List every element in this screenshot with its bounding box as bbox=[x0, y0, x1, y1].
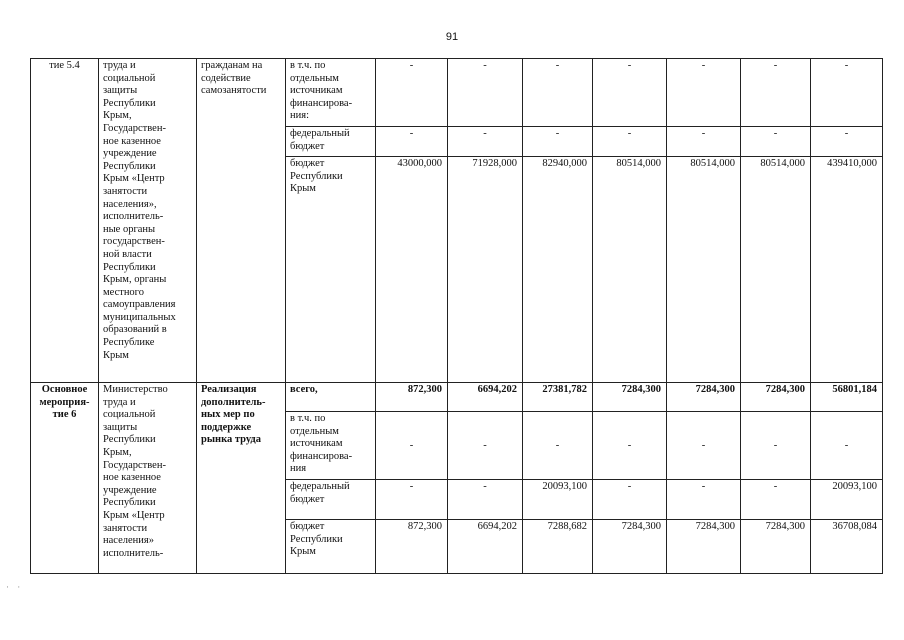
scan-speck: · · bbox=[6, 582, 24, 592]
value-cell: - bbox=[811, 59, 883, 127]
value-cell: 43000,000 bbox=[376, 157, 448, 383]
value-cell: 7284,300 bbox=[593, 383, 667, 412]
value-cell: 82940,000 bbox=[523, 157, 593, 383]
value-cell: - bbox=[667, 59, 741, 127]
value-cell: - bbox=[741, 480, 811, 520]
value-cell: 20093,100 bbox=[811, 480, 883, 520]
source-cell: федеральный бюджет bbox=[286, 480, 376, 520]
value-cell: - bbox=[667, 412, 741, 480]
page-number: 91 bbox=[445, 31, 459, 43]
value-cell: 36708,084 bbox=[811, 520, 883, 574]
value-cell: 7284,300 bbox=[741, 383, 811, 412]
value-cell: - bbox=[523, 127, 593, 157]
value-cell: - bbox=[741, 127, 811, 157]
value-cell: 7284,300 bbox=[741, 520, 811, 574]
goal-cell: Реализация дополнитель- ных мер по поддержке рынка труда bbox=[197, 383, 286, 574]
value-cell: - bbox=[376, 127, 448, 157]
value-cell: - bbox=[811, 412, 883, 480]
goal-cell: гражданам на содействие самозанятости bbox=[197, 59, 286, 383]
value-cell: - bbox=[811, 127, 883, 157]
value-cell: - bbox=[523, 59, 593, 127]
event-cell: Основное мероприя- тие 6 bbox=[31, 383, 99, 574]
executor-cell: Министерство труда и социальной защиты Республики Крым, Государствен- ное казенное учреждение Республики Крым «Центр занятости населения» исполнитель- bbox=[99, 383, 197, 574]
source-cell: бюджет Республики Крым bbox=[286, 520, 376, 574]
value-cell: - bbox=[448, 480, 523, 520]
value-cell: 7284,300 bbox=[593, 520, 667, 574]
value-cell: 56801,184 bbox=[811, 383, 883, 412]
value-cell: - bbox=[448, 59, 523, 127]
source-cell: бюджет Республики Крым bbox=[286, 157, 376, 383]
table-row bbox=[31, 59, 883, 127]
value-cell: 439410,000 bbox=[811, 157, 883, 383]
value-cell: - bbox=[376, 480, 448, 520]
source-cell: федеральный бюджет bbox=[286, 127, 376, 157]
executor-cell: труда и социальной защиты Республики Крым, Государствен- ное казенное учреждение Республики Крым «Центр занятости населения», исполнитель- ные органы государствен- ной власти Республики Крым, органы местного самоуправления муниципальных образований в Республике Крым bbox=[99, 59, 197, 383]
value-cell: - bbox=[448, 412, 523, 480]
value-cell: 71928,000 bbox=[448, 157, 523, 383]
value-cell: - bbox=[593, 412, 667, 480]
value-cell: - bbox=[667, 480, 741, 520]
value-cell: 6694,202 bbox=[448, 383, 523, 412]
value-cell: 872,300 bbox=[376, 520, 448, 574]
value-cell: - bbox=[376, 59, 448, 127]
source-cell: в т.ч. по отдельным источникам финансирова- ния bbox=[286, 412, 376, 480]
value-cell: - bbox=[741, 59, 811, 127]
value-cell: 7288,682 bbox=[523, 520, 593, 574]
value-cell: 27381,782 bbox=[523, 383, 593, 412]
value-cell: 6694,202 bbox=[448, 520, 523, 574]
value-cell: - bbox=[593, 127, 667, 157]
source-cell: всего, bbox=[286, 383, 376, 412]
budget-table bbox=[30, 58, 883, 574]
value-cell: 7284,300 bbox=[667, 520, 741, 574]
value-cell: - bbox=[523, 412, 593, 480]
value-cell: 7284,300 bbox=[667, 383, 741, 412]
value-cell: 80514,000 bbox=[667, 157, 741, 383]
value-cell: 80514,000 bbox=[593, 157, 667, 383]
value-cell: - bbox=[741, 412, 811, 480]
value-cell: 80514,000 bbox=[741, 157, 811, 383]
source-cell: в т.ч. по отдельным источникам финансирова- ния: bbox=[286, 59, 376, 127]
value-cell: 20093,100 bbox=[523, 480, 593, 520]
event-cell: тие 5.4 bbox=[31, 59, 99, 383]
value-cell: - bbox=[593, 480, 667, 520]
value-cell: - bbox=[593, 59, 667, 127]
value-cell: - bbox=[667, 127, 741, 157]
value-cell: 872,300 bbox=[376, 383, 448, 412]
table-row bbox=[31, 383, 883, 412]
value-cell: - bbox=[376, 412, 448, 480]
value-cell: - bbox=[448, 127, 523, 157]
